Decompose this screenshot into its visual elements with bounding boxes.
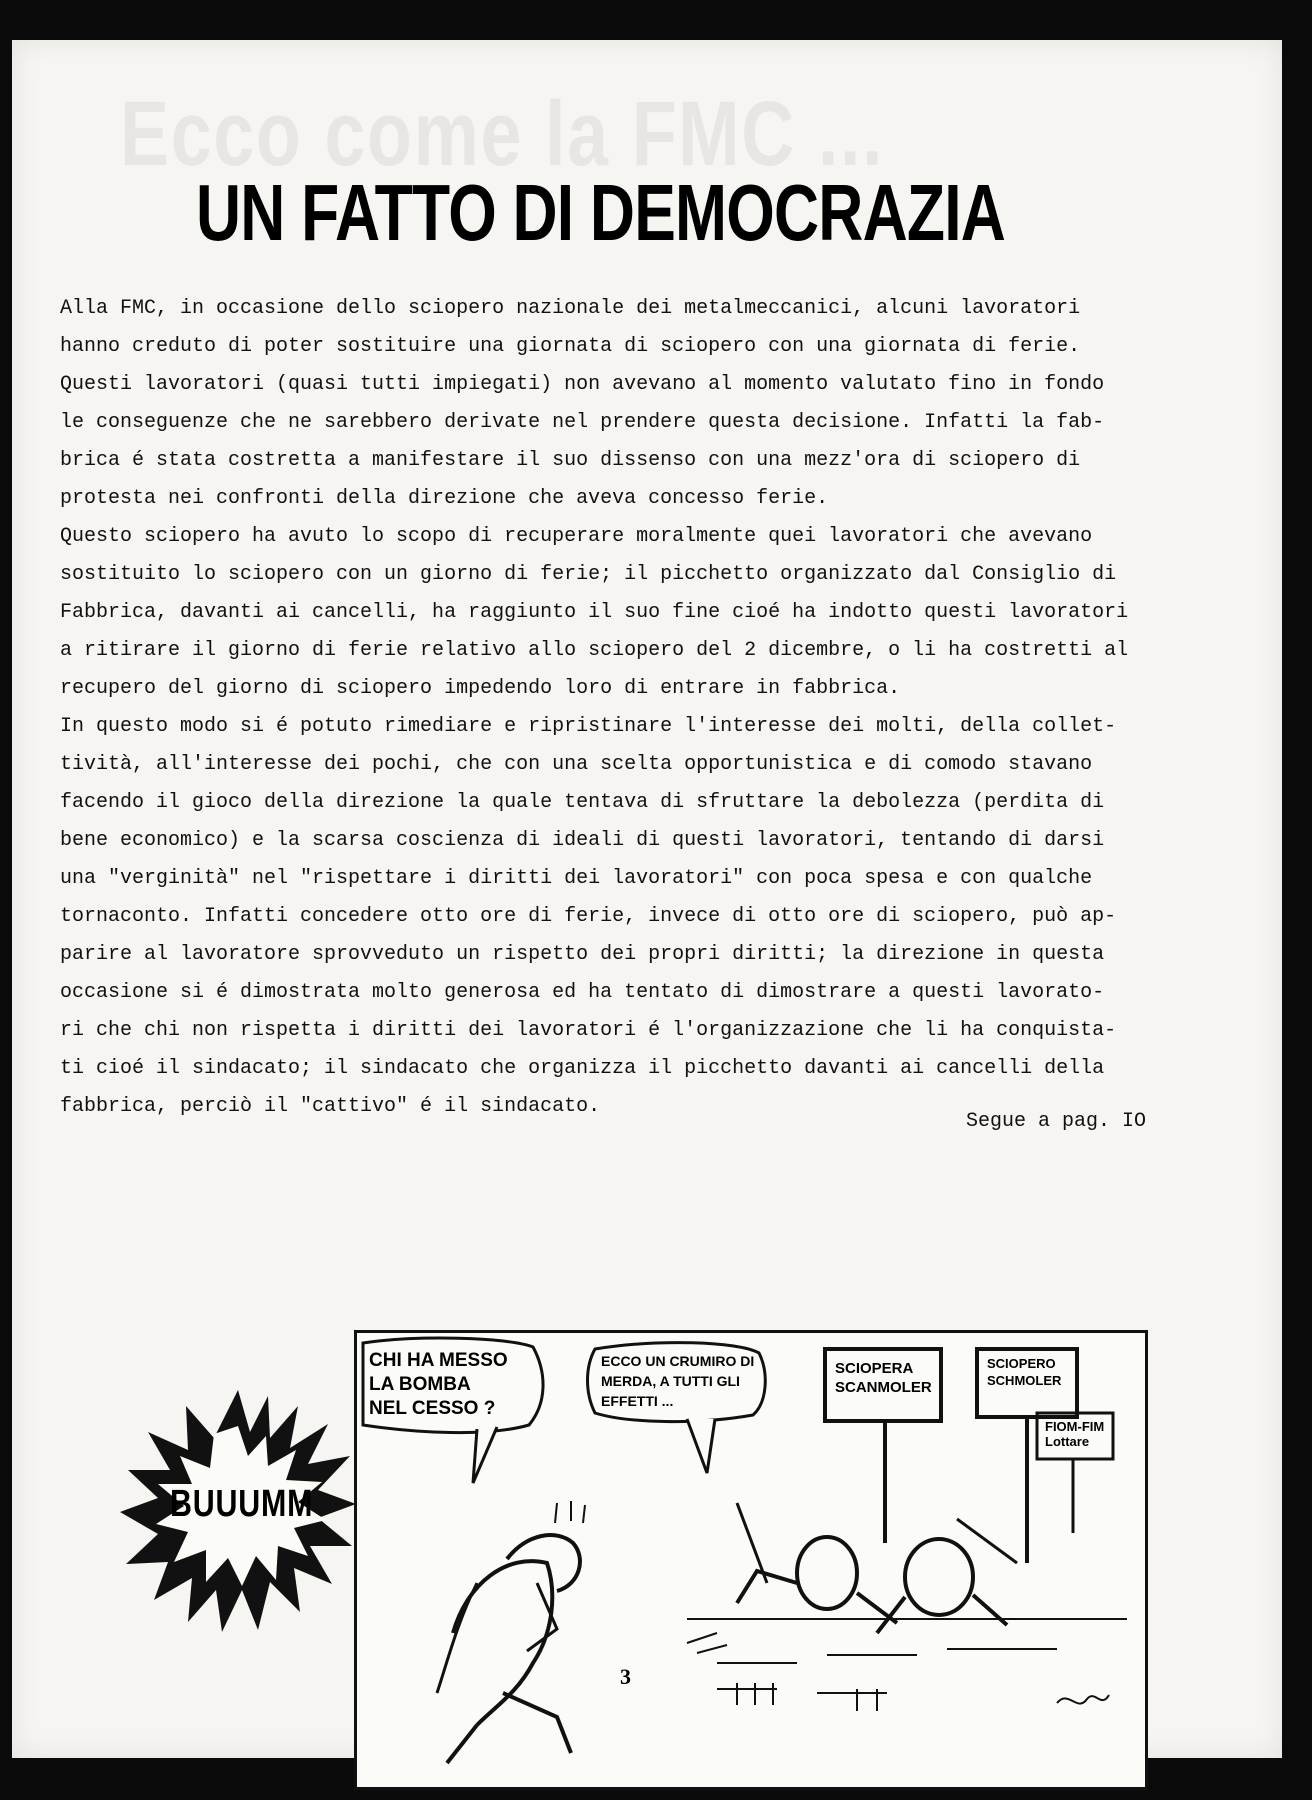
body-line: le conseguenze che ne sarebbero derivate nel prendere questa decisione. Infatti la fab- bbox=[60, 411, 1105, 434]
explosion-label: BUUUMM bbox=[170, 1483, 314, 1525]
body-line: ti cioé il sindacato; il sindacato che organizza il picchetto davanti ai cancelli della bbox=[60, 1057, 1105, 1080]
body-line: bene economico) e la scarsa coscienza di ideali di questi lavoratori, tentando di darsi bbox=[60, 829, 1105, 852]
body-line: hanno creduto di poter sostituire una giornata di sciopero con una giornata di ferie. bbox=[60, 335, 1081, 358]
page-number: 3 bbox=[620, 1664, 631, 1689]
body-line: Questi lavoratori (quasi tutti impiegati) non avevano al momento valutato fino in fondo bbox=[60, 373, 1105, 396]
body-line: parire al lavoratore sprovveduto un rispetto dei propri diritti; la direzione in questa bbox=[60, 943, 1105, 966]
article-body bbox=[60, 290, 1180, 1126]
body-line: In questo modo si é potuto rimediare e ripristinare l'interesse dei molti, della collet- bbox=[60, 715, 1117, 738]
body-line: Alla FMC, in occasione dello sciopero nazionale dei metalmeccanici, alcuni lavoratori bbox=[60, 297, 1081, 320]
body-line: fabbrica, perciò il "cattivo" é il sindacato. bbox=[60, 1095, 601, 1118]
body-line: tività, all'interesse dei pochi, che con una scelta opportunistica e di comodo stavano bbox=[60, 753, 1093, 776]
body-line: recupero del giorno di sciopero impedendo loro di entrare in fabbrica. bbox=[60, 677, 901, 700]
page-title: UN FATTO DI DEMOCRAZIA bbox=[196, 168, 1006, 257]
body-line: occasione si é dimostrata molto generosa ed ha tentato di dimostrare a questi lavorato- bbox=[60, 981, 1105, 1004]
body-line: tornaconto. Infatti concedere otto ore di ferie, invece di otto ore di sciopero, può ap- bbox=[60, 905, 1117, 928]
body-line: brica é stata costretta a manifestare il suo dissenso con una mezz'ora di sciopero di bbox=[60, 449, 1081, 472]
body-line: a ritirare il giorno di ferie relativo allo sciopero del 2 dicembre, o li ha costretti al bbox=[60, 639, 1129, 662]
protest-sign-right: SCIOPERO SCHMOLER bbox=[987, 1356, 1062, 1388]
speech-bubble-center: ECCO UN CRUMIRO DI MERDA, A TUTTI GLI EFFETTI ... bbox=[601, 1353, 755, 1409]
body-line: ri che chi non rispetta i diritti dei lavoratori é l'organizzazione che li ha conquista- bbox=[60, 1019, 1117, 1042]
body-line: Questo sciopero ha avuto lo scopo di recuperare moralmente quei lavoratori che avevano bbox=[60, 525, 1093, 548]
protest-sign-small: FIOM-FIM Lottare bbox=[1045, 1419, 1105, 1449]
continuation-note: Segue a pag. IO bbox=[966, 1110, 1147, 1133]
body-line: sostituito lo sciopero con un giorno di ferie; il picchetto organizzato dal Consiglio di bbox=[60, 563, 1117, 586]
bleed-through-text: Ecco come la FMC ... bbox=[120, 83, 885, 185]
body-line: una "verginità" nel "rispettare i diritti dei lavoratori" con poca spesa e con qualche bbox=[60, 867, 1093, 890]
body-line: Fabbrica, davanti ai cancelli, ha raggiunto il suo fine cioé ha indotto questi lavoratori bbox=[60, 601, 1129, 624]
body-line: facendo il gioco della direzione la quale tentava di sfruttare la debolezza (perdita di bbox=[60, 791, 1105, 814]
cartoon-panel bbox=[354, 1330, 1148, 1790]
protest-sign-left: SCIOPERA SCANMOLER bbox=[835, 1360, 932, 1396]
body-line: protesta nei confronti della direzione che aveva concesso ferie. bbox=[60, 487, 829, 510]
speech-bubble-left: CHI HA MESSO LA BOMBA NEL CESSO ? bbox=[369, 1350, 508, 1419]
